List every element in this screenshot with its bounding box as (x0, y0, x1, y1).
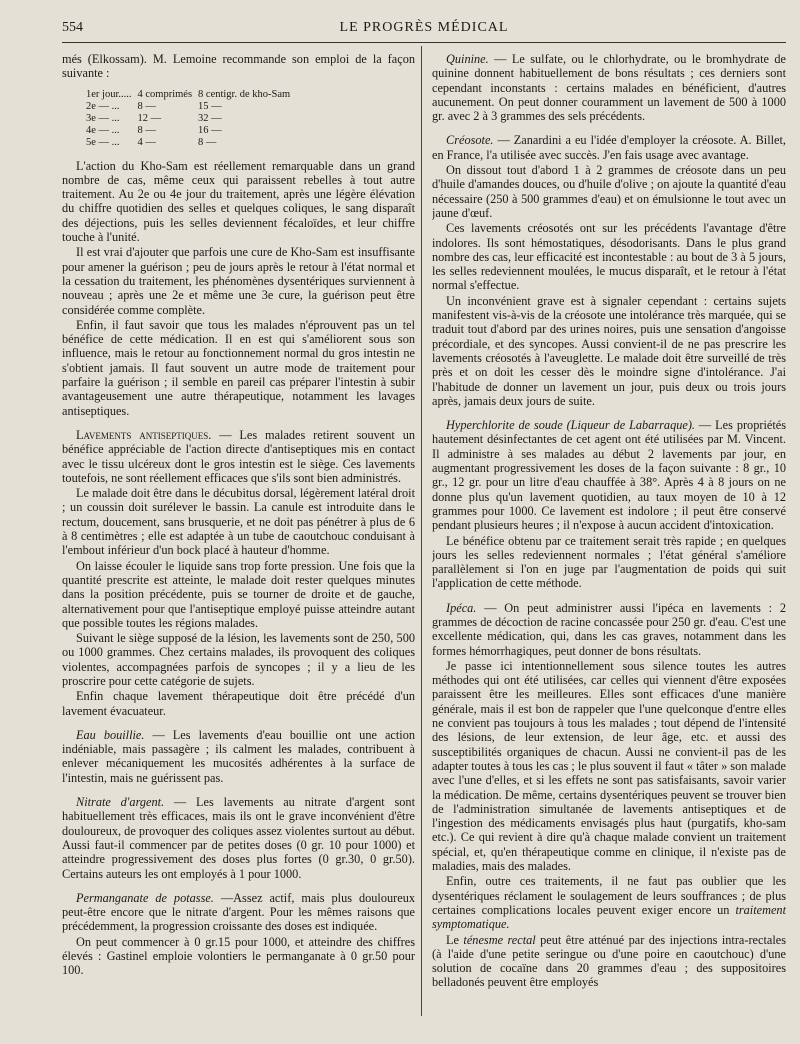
journal-title: LE PROGRÈS MÉDICAL (339, 20, 509, 35)
paragraph: Le bénéfice obtenu par ce traitement serait très rapide ; en quelques jours les selles redeviennent normales ; l'état général s'améliore parallèlement si l'on en juge par l'augmentation de poids qui suit l'application de cette méthode. (432, 533, 786, 591)
section-text: — Les propriétés hautement désinfectantes de cet agent ont été utilisées par M. Vincent. Il administre à ses malades au début 2 lavements par jour, en augmentant progressivement les doses de la façon suivante : 8 gr., 10 gr., 12 gr. pour un litre d'eau chauffée à 38°. Après 4 à 8 jours on ne donne plus qu'un lavement quotidien, au taux moyen de 10 à 12 grammes pour 1000. Ce lavement est indolore ; il peut être conservé pendant plusieurs heures ; il n'expose à aucun accident d'intoxication. (432, 418, 786, 533)
section-permanganate (62, 891, 415, 934)
paragraph-text: Enfin, outre ces traitements, il ne faut pas oublier que les dysentériques réclament le soulagement de leurs souffrances ; de plus certaines complications locales peuvent exiger encore un (432, 874, 786, 917)
table-row (86, 125, 296, 137)
section-title: Eau bouillie. (76, 727, 145, 742)
section-title: Ipéca. (446, 600, 477, 615)
table-row (86, 137, 296, 149)
dose-table (86, 89, 296, 149)
dose-day: 2e — ... (86, 100, 120, 112)
section-title: Quinine. (446, 52, 489, 66)
section-quinine (432, 52, 786, 123)
paragraph-text: peut être atténué par des injections intra-rectales (à l'aide d'une petite seringue ou d'une poire en caoutchouc) d'une solution de cocaïne dans 20 grammes d'eau ; des suppositoires belladonés peuvent être employés (432, 932, 786, 990)
paragraph: Enfin chaque lavement thérapeutique doit être précédé d'un lavement évacuateur. (62, 689, 415, 718)
table-row (86, 89, 296, 101)
table-row (86, 113, 296, 125)
dose-day: 5e — ... (86, 136, 120, 148)
paragraph: Ces lavements créosotés ont sur les précédents l'avantage d'être indolores. Ils sont hémostatiques, désodorisants. Dans le plus grand nombre des cas, leur efficacité est incontestable : au bout de 3 à 5 jours, les selles redeviennent moulées, le mucus disparaît, et le retour à l'état normal s'effectue. (432, 221, 786, 293)
dose-tablets: 8 — (137, 100, 156, 112)
dose-centigr: 8 centigr. de kho-Sam (198, 88, 291, 100)
dose-tablets: 8 — (137, 124, 156, 136)
paragraph: On laisse écouler le liquide sans trop forte pression. Une fois que la quantité prescrite est atteinte, le malade doit rester quelques minutes dans la position précédente, puis se tourner de droite et de gauche, alternativement pour que l'antiseptique employé puisse atteindre autant que possible toutes les régions malades. (62, 558, 415, 630)
section-title: Hyperchlorite de soude (Liqueur de Labarraque). (446, 418, 695, 433)
table-row (86, 101, 296, 113)
dose-tablets: 4 — (137, 136, 156, 148)
emphasis: ténesme rectal (463, 932, 536, 947)
paragraph: On peut commencer à 0 gr.15 pour 1000, et atteindre des chiffres élevés : Gastinel emploie volontiers le permanganate à 0 gr.50 pour 100. (62, 934, 415, 978)
paragraph: Un inconvénient grave est à signaler cependant : certains sujets manifestent vis-à-vis de la créosote une intolérance très marquée, qui se traduit tout d'abord par des urines noires, puis une sensation d'angoisse précordiale, et des syncopes. Aussi convient-il de ne pas prescrire les lavements créosotés à l'aveuglette. Le malade doit être surveillé de très près et on doit les cesser dès le moindre signe d'intolérance. J'ai l'habitude de donner un lavement un jour, puis deux ou trois jours après, jamais deux jours de suite. (432, 293, 786, 408)
paragraph: Suivant le siège supposé de la lésion, les lavements sont de 250, 500 ou 1000 grammes. Chez certains malades, ils provoquent des coliques violentes, accompagnées parfois de syncopes ; il y a lieu de les proscrire pour cette catégorie de sujets. (62, 631, 415, 688)
dose-centigr: 16 — (198, 124, 222, 136)
section-text: — On peut administrer aussi l'ipéca en lavements : 2 grammes de décoction de racine concassée pour 250 gr. d'eau. C'est une excellente médication, qui, dans les cas graves, notamment dans les formes hémorrhagiques, peut donner de bons résultats. (432, 600, 786, 658)
section-ipeca (432, 601, 786, 658)
paragraph: Le malade doit être dans le décubitus dorsal, légèrement latéral droit ; un coussin doit surélever le bassin. La canule est introduite dans le rectum, doucement, sans brusquerie, et ne doit pas pénétrer à plus de 6 à 8 centimètres ; elle est adaptée à un tube de caoutchouc conduisant à l'embout inférieur d'un bock placé à hauteur d'homme. (62, 486, 415, 558)
paragraph: Il est vrai d'ajouter que parfois une cure de Kho-Sam est insuffisante pour amener la guérison ; peu de jours après le retour à l'état normal et la cessation du traitement, les phénomènes dysentériques surviennent à nouveau ; après une 2e et même une 3e cure, la guérison peut être considérée comme complète. (62, 245, 415, 317)
right-column (432, 52, 786, 1027)
paragraph: Enfin, il faut savoir que tous les malades n'éprouvent pas un tel bénéfice de cette médication. Il en est qui s'améliorent sous son influence, mais le retour au fonctionnement normal du gros intestin ne s'obtient jamais. Il faut souvent un autre mode de traitement pour parfaire la guérison ; il semble en pareil cas préparer l'intestin à subir avantageusement une autre thérapeutique, notamment les lavages antiseptiques. (62, 317, 415, 418)
section-text: — Le sulfate, ou le chlorhydrate, ou le bromhydrate de quinine donnent habituellement de bons résultats ; ces derniers sont cependant inconstants : certains malades en bénéficient, d'autres aucunement. On peut donner couramment un lavement de 500 à 1000 gr. avec 2 à 3 grammes des sels précédents. (432, 52, 786, 124)
dose-centigr: 32 — (198, 112, 222, 124)
paragraph-text: Le (446, 932, 464, 947)
section-hyperchlorite (432, 418, 786, 532)
section-title: Créosote. (446, 133, 494, 148)
dose-centigr: 15 — (198, 100, 222, 112)
paragraph: L'action du Kho-Sam est réellement remarquable dans un grand nombre de cas, même ceux qui paraissent rebelles à tout autre traitement. Au 2e ou 4e jour du traitement, après une légère élévation du chiffre quotidien des selles et quelques coliques, le sang disparaît des déjections, puis les selles deviennent fécaloïdes, et leur chiffre touche à l'unité. (62, 158, 415, 245)
dose-day: 1er jour..... (86, 88, 132, 100)
paragraph (432, 874, 786, 931)
section-eau-bouillie (62, 728, 415, 785)
paragraph (432, 933, 786, 990)
paragraph: On dissout tout d'abord 1 à 2 grammes de créosote dans un peu d'huile d'amandes douces, ou d'huile d'olive ; on ajoute la quantité d'eau nécessaire (250 à 500 grammes d'eau) et on émulsionne le tout avec un jaune d'œuf. (432, 163, 786, 220)
section-text: —Assez actif, mais plus douloureux peut-être encore que le nitrate d'argent. Pour les mêmes raisons que précédemment, la progression croissante des doses est indiquée. (62, 890, 415, 934)
emphasis: traitement symptomatique. (432, 902, 786, 932)
section-text: — Zanardini a eu l'idée d'employer la créosote. A. Billet, en France, l'a utilisée avec succès. J'en fais usage avec avantage. (432, 133, 786, 162)
section-title: Permanganate de potasse. (76, 890, 214, 905)
column-divider (421, 46, 422, 1016)
paragraph: Je passe ici intentionnellement sous silence toutes les autres méthodes qui ont été utilisées, car celles qui viennent d'être exposées paraissent être les meilleures. Elles sont efficaces d'une manière générale, mais il est bon de rappeler que l'une quelconque d'entre elles ne convient pas toujours à tous les malades ; tout dépend de l'intensité des lésions, de leur extension, de leur âge, etc. et aussi des susceptibilités organiques de chacun. Aussi ne convient-il pas de les adapter toutes à tous les cas ; le plus souvent il faut « tâter » son malade avec l'une d'elles, et si les effets ne sont pas satisfaisants, savoir varier la médication. De même, certains dysentériques peuvent se trouver bien de l'administration simultanée de lavements antiseptiques et de l'ingestion des médicaments envisagés plus haut (purgatifs, kho-sam etc.). Ce qui revient à dire qu'à chaque malade convient un traitement spécial, et, qu'en thérapeutique comme en clinique, il n'existe pas de maladies, mais des malades. (432, 658, 786, 874)
dose-day: 3e — ... (86, 112, 120, 124)
section-creosote (432, 133, 786, 162)
page-number: 554 (62, 20, 83, 35)
section-text: — Les lavements au nitrate d'argent sont habituellement très efficaces, mais ils ont le grave inconvénient d'être douloureux, de provoquer des coliques assez violentes surtout au début. Aussi faut-il commencer par de petites doses (0 gr. 10 pour 1000) et atteindre progressivement des doses plus fortes (0 gr.30, 0 gr.50). Certains auteurs les ont employés à 1 pour 1000. (62, 795, 415, 881)
section-text: — Les malades retirent souvent un bénéfice appréciable de l'action directe d'antiseptiques mis en contact avec le tissu ulcéreux dont le gros intestin est le siège. Ces lavements toutefois, ne sont réellement efficaces que s'ils sont bien administrés. (62, 427, 415, 485)
section-title: Nitrate d'argent. (76, 795, 165, 810)
page-header (62, 16, 786, 43)
section-lavements (62, 428, 415, 485)
left-column (62, 52, 415, 1027)
dose-tablets: 12 — (137, 112, 162, 124)
dose-day: 4e — ... (86, 124, 120, 136)
section-text: — Les lavements d'eau bouillie ont une action indéniable, mais passagère ; ils calment les malades, contribuent à enlever mécaniquement les mucosités adhérentes à la surface de l'intestin, mais ne guérissent pas. (62, 727, 415, 785)
intro-paragraph: més (Elkossam). M. Lemoine recommande son emploi de la façon suivante : (62, 52, 415, 81)
section-title: Lavements antiseptiques. (76, 427, 212, 442)
dose-centigr: 8 — (198, 136, 217, 148)
section-nitrate (62, 795, 415, 881)
dose-tablets: 4 comprimés (137, 88, 193, 100)
